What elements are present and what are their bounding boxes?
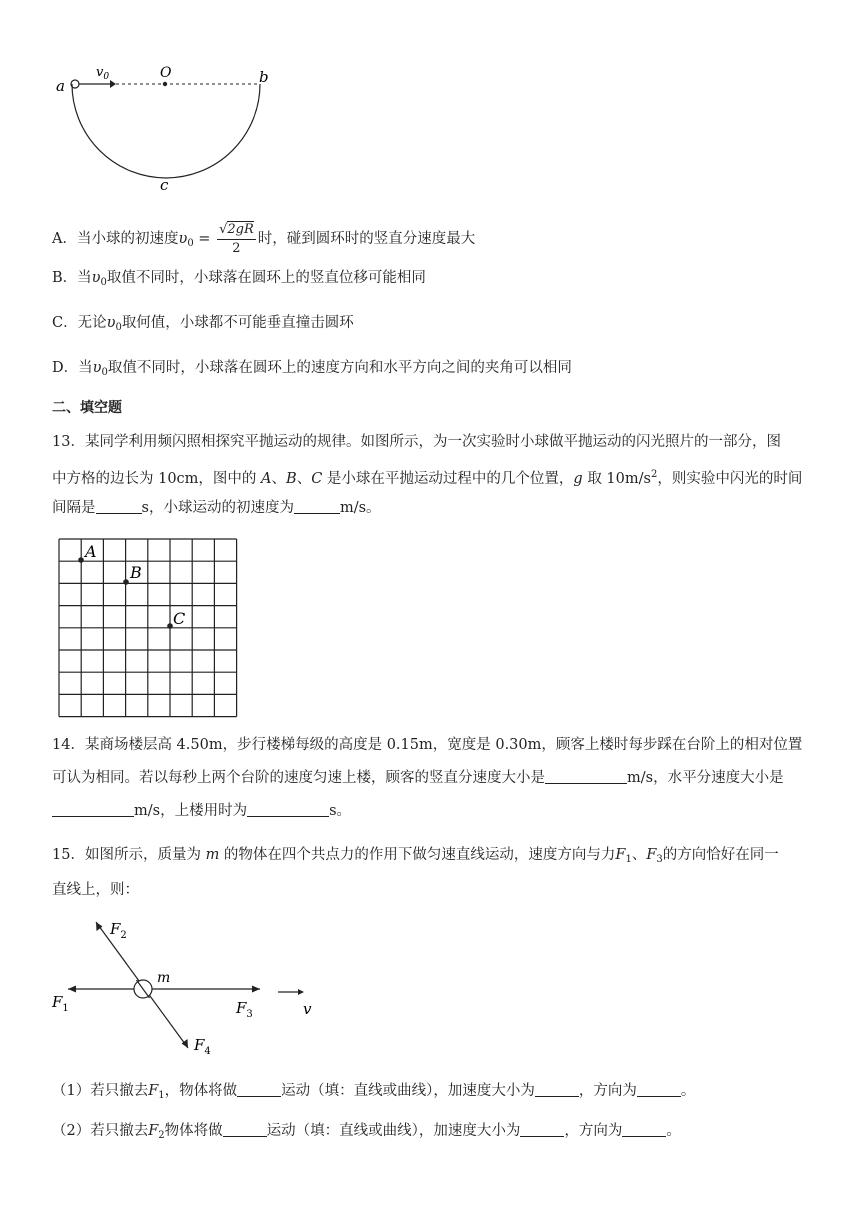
q14-blank-horizontal-speed[interactable] — [52, 800, 134, 817]
semicircle-figure — [50, 62, 280, 194]
q14-blank-vertical-speed[interactable] — [545, 767, 627, 784]
q15-line2: 直线上，则： — [52, 882, 139, 898]
center-point — [163, 82, 167, 86]
point-B — [123, 579, 129, 585]
grid-figure — [56, 536, 242, 718]
q13-blank-velocity[interactable] — [294, 497, 340, 514]
v0-arrowhead — [110, 80, 116, 88]
q14-line1: 14．某商场楼层高 4.50m，步行楼梯每级的高度是 0.15m，宽度是 0.30m，顾客上楼时每步踩在台阶上的相对位置 — [52, 737, 803, 753]
grid-label-B: B — [130, 563, 142, 582]
label-F3: $F_3$ — [236, 999, 253, 1020]
label-b: b — [259, 68, 269, 86]
q13-blank-interval[interactable] — [96, 497, 142, 514]
fraction-sqrt2gR-over-2: $\frac{√2gR}{2}$ — [219, 221, 254, 256]
label-c: c — [160, 176, 169, 194]
label-F4: $F_4$ — [194, 1036, 211, 1057]
point-A — [78, 557, 84, 563]
F1-arrowhead — [68, 986, 76, 993]
label-F2: $F_2$ — [110, 920, 127, 941]
q14-line3: m/s，上楼用时为 s。 — [52, 800, 351, 822]
sub2-blank-direction[interactable] — [622, 1120, 666, 1137]
q14-blank-time[interactable] — [247, 800, 329, 817]
sub2-blank-motion[interactable] — [223, 1120, 267, 1137]
grid-label-A: A — [85, 542, 97, 561]
label-m: m — [157, 970, 171, 986]
option-d: D．当$\upsilon_0$取值不同时，小球落在圆环上的速度方向和水平方向之间的夹角可以相同 — [52, 360, 572, 378]
q15-sub1: （1）若只撤去$F_1$，物体将做 运动（填：直线或曲线），加速度大小为 ，方向为 。 — [52, 1080, 695, 1107]
option-b: B．当$\upsilon_0$取值不同时，小球落在圆环上的竖直位移可能相同 — [52, 270, 426, 288]
point-C — [167, 623, 173, 629]
label-F1: $F_1$ — [52, 993, 69, 1014]
sub1-blank-motion[interactable] — [237, 1080, 281, 1097]
q15-line1: 15．如图所示，质量为 m 的物体在四个共点力的作用下做匀速直线运动，速度方向与力$F_1$、$F_3$的方向恰好在同一 — [52, 847, 779, 865]
label-v: v — [303, 1000, 312, 1018]
F3-arrowhead — [252, 986, 260, 993]
grid-label-C: C — [173, 609, 186, 628]
velocity-arrowhead — [298, 989, 304, 995]
label-v0: $v_0$ — [96, 65, 110, 82]
q13-line3: 间隔是 s，小球运动的初速度为 m/s。 — [52, 497, 381, 519]
force-diagram — [48, 912, 328, 1062]
label-O: O — [160, 65, 172, 81]
q15-sub2: （2）若只撤去$F_2$物体将做 运动（填：直线或曲线），加速度大小为 ，方向为 。 — [52, 1120, 681, 1147]
option-c: C．无论$\upsilon_0$取何值，小球都不可能垂直撞击圆环 — [52, 315, 354, 333]
semicircle-arc — [72, 84, 260, 178]
label-a: a — [56, 77, 65, 95]
option-a: A．当小球的初速度$\upsilon_0$ = $\frac{√2gR}{2}$ 时，碰到圆环时的竖直分速度最大 — [52, 221, 476, 256]
sub1-blank-direction[interactable] — [637, 1080, 681, 1097]
q14-line2: 可认为相同。若以每秒上两个台阶的速度匀速上楼，顾客的竖直分速度大小是 m/s，水平分速度大小是 — [52, 767, 784, 789]
section-title-fill-blank: 二、填空题 — [52, 400, 122, 416]
sub1-blank-accel[interactable] — [535, 1080, 579, 1097]
q13-line1: 13．某同学利用频闪照相探究平抛运动的规律。如图所示，为一次实验时小球做平抛运动的闪光照片的一部分，图 — [52, 434, 781, 450]
sub2-blank-accel[interactable] — [520, 1120, 564, 1137]
q13-line2: 中方格的边长为 10cm，图中的 A、B、C 是小球在平抛运动过程中的几个位置，g 取 $10m/s^2$，则实验中闪光的时间 — [52, 469, 803, 487]
